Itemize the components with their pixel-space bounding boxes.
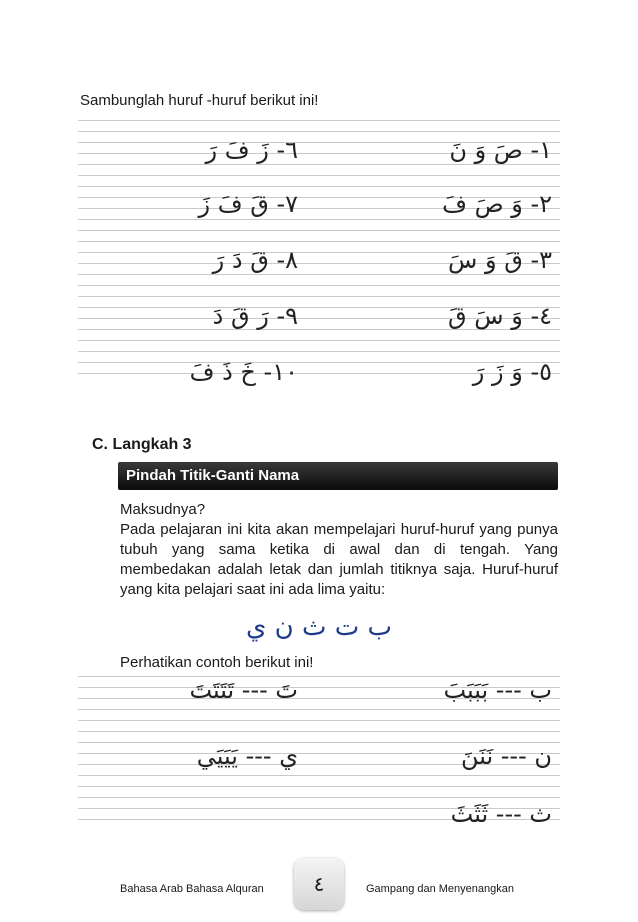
page-number: ٤	[294, 858, 344, 910]
exercise-row	[78, 246, 560, 286]
exercise-right: ٢- وَ صَ فَ	[442, 190, 552, 218]
exercise-left: ١٠- خَ ذَ فَ	[189, 358, 298, 386]
letter-list: ب ت ث ن ي	[246, 612, 392, 642]
exercise-left: ٧- قَ فَ زَ	[198, 190, 298, 218]
exercise-right: ٤- وَ سَ قَ	[448, 302, 552, 330]
footer-left: Bahasa Arab Bahasa Alquran	[120, 883, 264, 895]
exercise-right: ٣- قَ وَ سَ	[448, 246, 552, 274]
section-banner: Pindah Titik-Ganti Nama	[118, 462, 558, 490]
exercise-row	[78, 302, 560, 342]
explanation-paragraph: Maksudnya? Pada pelajaran ini kita akan mempelajari huruf-huruf yang punya tubuh yang sama ketika di awal dan di tengah. Yang membedakan adalah letak dan jumlah titiknya saja. Huruf-huruf yang kita pelajari saat ini ada lima yaitu:	[120, 501, 558, 598]
exercise-left: ٩- رَ قَ دَ	[212, 302, 298, 330]
instruction-text: Sambunglah huruf -huruf berikut ini!	[80, 92, 319, 109]
exercise-left: ٦- زَ فَ رَ	[205, 136, 298, 164]
exercise-row	[78, 136, 560, 176]
example-intro: Perhatikan contoh berikut ini!	[120, 654, 314, 671]
exercise-right: ٥- وَ زَ رَ	[472, 358, 552, 386]
example-row	[78, 800, 560, 840]
section-title: C. Langkah 3	[92, 436, 192, 453]
example-left: ي --- يَيَيَي	[196, 742, 298, 770]
footer-right: Gampang dan Menyenangkan	[366, 883, 514, 895]
example-right: ن --- نَنَنَ	[460, 742, 552, 770]
exercise-row	[78, 190, 560, 230]
exercise-left: ٨- قَ دَ رَ	[212, 246, 298, 274]
exercise-right: ١- صَ وَ نَ	[449, 136, 552, 164]
example-right: ب --- بَبَبَبَ	[443, 676, 552, 704]
example-row	[78, 676, 560, 716]
example-right: ث --- ثَثَثَ	[450, 800, 552, 828]
exercise-row	[78, 358, 560, 398]
example-row	[78, 742, 560, 782]
example-left: تَ --- تَتَتَتَ	[189, 676, 298, 704]
